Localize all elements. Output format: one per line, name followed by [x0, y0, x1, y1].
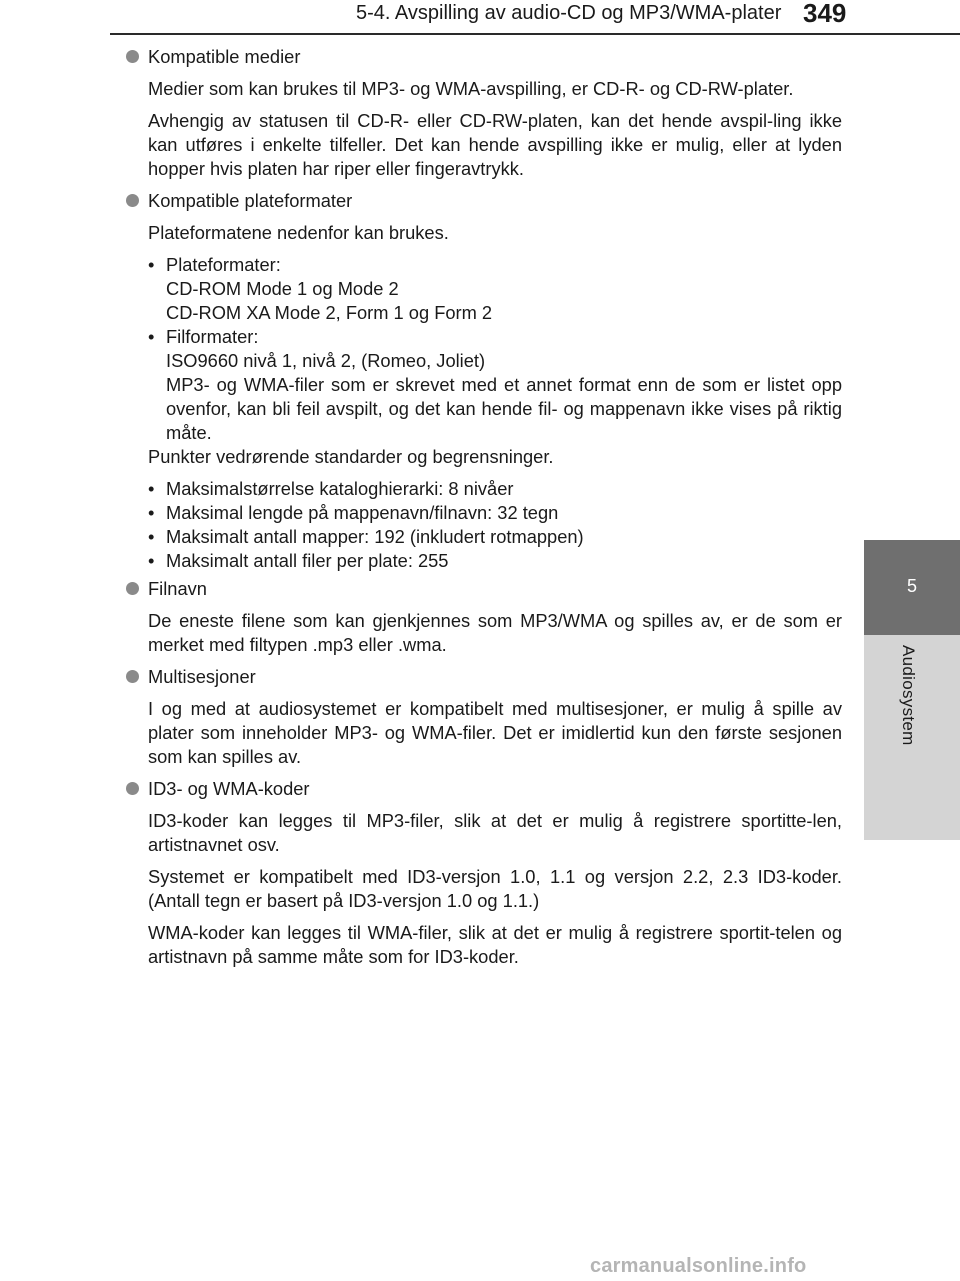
circle-bullet-icon [126, 582, 139, 595]
section-file-names [126, 577, 842, 657]
section-disc-formats [126, 189, 842, 573]
section-id3-wma-tags [126, 777, 842, 969]
section-multisession [126, 665, 842, 769]
list-item: • Maksimalt antall filer per plate: 255 [148, 550, 449, 571]
dot-bullet-icon: • [148, 326, 155, 347]
paragraph: Avhengig av statusen til CD-R- eller CD-RW-platen, kan det hende avspil-ling ikke kan utføres i enkelte tilfeller. Det kan hende avspilling ikke er mulig, eller at lyden hopper hvis platen har riper eller fingeravtrykk. [148, 110, 842, 179]
dot-bullet-icon: • [148, 502, 155, 523]
section-heading: Multisesjoner [126, 665, 842, 689]
page-number: 349 [803, 0, 847, 28]
circle-bullet-icon [126, 670, 139, 683]
paragraph: Plateformatene nedenfor kan brukes. [148, 222, 449, 243]
section-heading: Kompatible plateformater [126, 189, 842, 213]
paragraph: De eneste filene som kan gjenkjennes som MP3/WMA og spilles av, er de som er merket med filtypen .mp3 eller .wma. [148, 610, 842, 655]
format-list [148, 253, 842, 445]
dot-bullet-icon: • [148, 478, 155, 499]
chapter-number: 5 [906, 576, 917, 596]
section-heading: Filnavn [126, 577, 842, 601]
paragraph: Punkter vedrørende standarder og begrensninger. [148, 446, 554, 467]
section-heading: ID3- og WMA-koder [126, 777, 842, 801]
dot-bullet-icon: • [148, 550, 155, 571]
chapter-label: Audiosystem [899, 645, 918, 746]
circle-bullet-icon [126, 50, 139, 63]
dot-bullet-icon: • [148, 254, 155, 275]
page-content [126, 45, 842, 977]
section-heading: Kompatible medier [126, 45, 842, 69]
paragraph: Medier som kan brukes til MP3- og WMA-avspilling, er CD-R- og CD-RW-plater. [148, 78, 794, 99]
list-item: • Maksimalt antall mapper: 192 (inkludert rotmappen) [148, 526, 584, 547]
list-item: • Filformater: ISO9660 nivå 1, nivå 2, (Romeo, Joliet) MP3- og WMA-filer som er skrevet med et annet format enn de som er listet opp ovenfor, kan bli feil avspilt, og det kan hende fil- og mappenavn ikke vises på riktig måte. [148, 326, 842, 443]
list-item: • Maksimalstørrelse kataloghierarki: 8 nivåer [148, 478, 514, 499]
paragraph: Systemet er kompatibelt med ID3-versjon 1.0, 1.1 og versjon 2.2, 2.3 ID3-koder. (Antall tegn er basert på ID3-versjon 1.0 og 1.1.) [148, 866, 842, 911]
circle-bullet-icon [126, 782, 139, 795]
chapter-tab-label [864, 635, 960, 840]
watermark[interactable]: carmanualsonline.info [590, 1255, 807, 1277]
chapter-tab-number [864, 540, 960, 635]
chapter-title: 5-4. Avspilling av audio-CD og MP3/WMA-plater [356, 2, 782, 24]
section-compatible-media [126, 45, 842, 181]
limits-list [148, 477, 842, 573]
paragraph: WMA-koder kan legges til WMA-filer, slik at det er mulig å registrere sportit-telen og artistnavn på samme måte som for ID3-koder. [148, 922, 842, 967]
header-rule [110, 33, 960, 35]
list-item: • Plateformater: CD-ROM Mode 1 og Mode 2 CD-ROM XA Mode 2, Form 1 og Form 2 [148, 254, 493, 323]
paragraph: I og med at audiosystemet er kompatibelt med multisesjoner, er mulig å spille av plater som inneholder MP3- og WMA-filer. Det er imidlertid kun den første sesjonen som kan spilles av. [148, 698, 842, 767]
circle-bullet-icon [126, 194, 139, 207]
paragraph: ID3-koder kan legges til MP3-filer, slik at det er mulig å registrere sportitte-len, artistnavnet osv. [148, 810, 842, 855]
dot-bullet-icon: • [148, 526, 155, 547]
list-item: • Maksimal lengde på mappenavn/filnavn: 32 tegn [148, 502, 559, 523]
